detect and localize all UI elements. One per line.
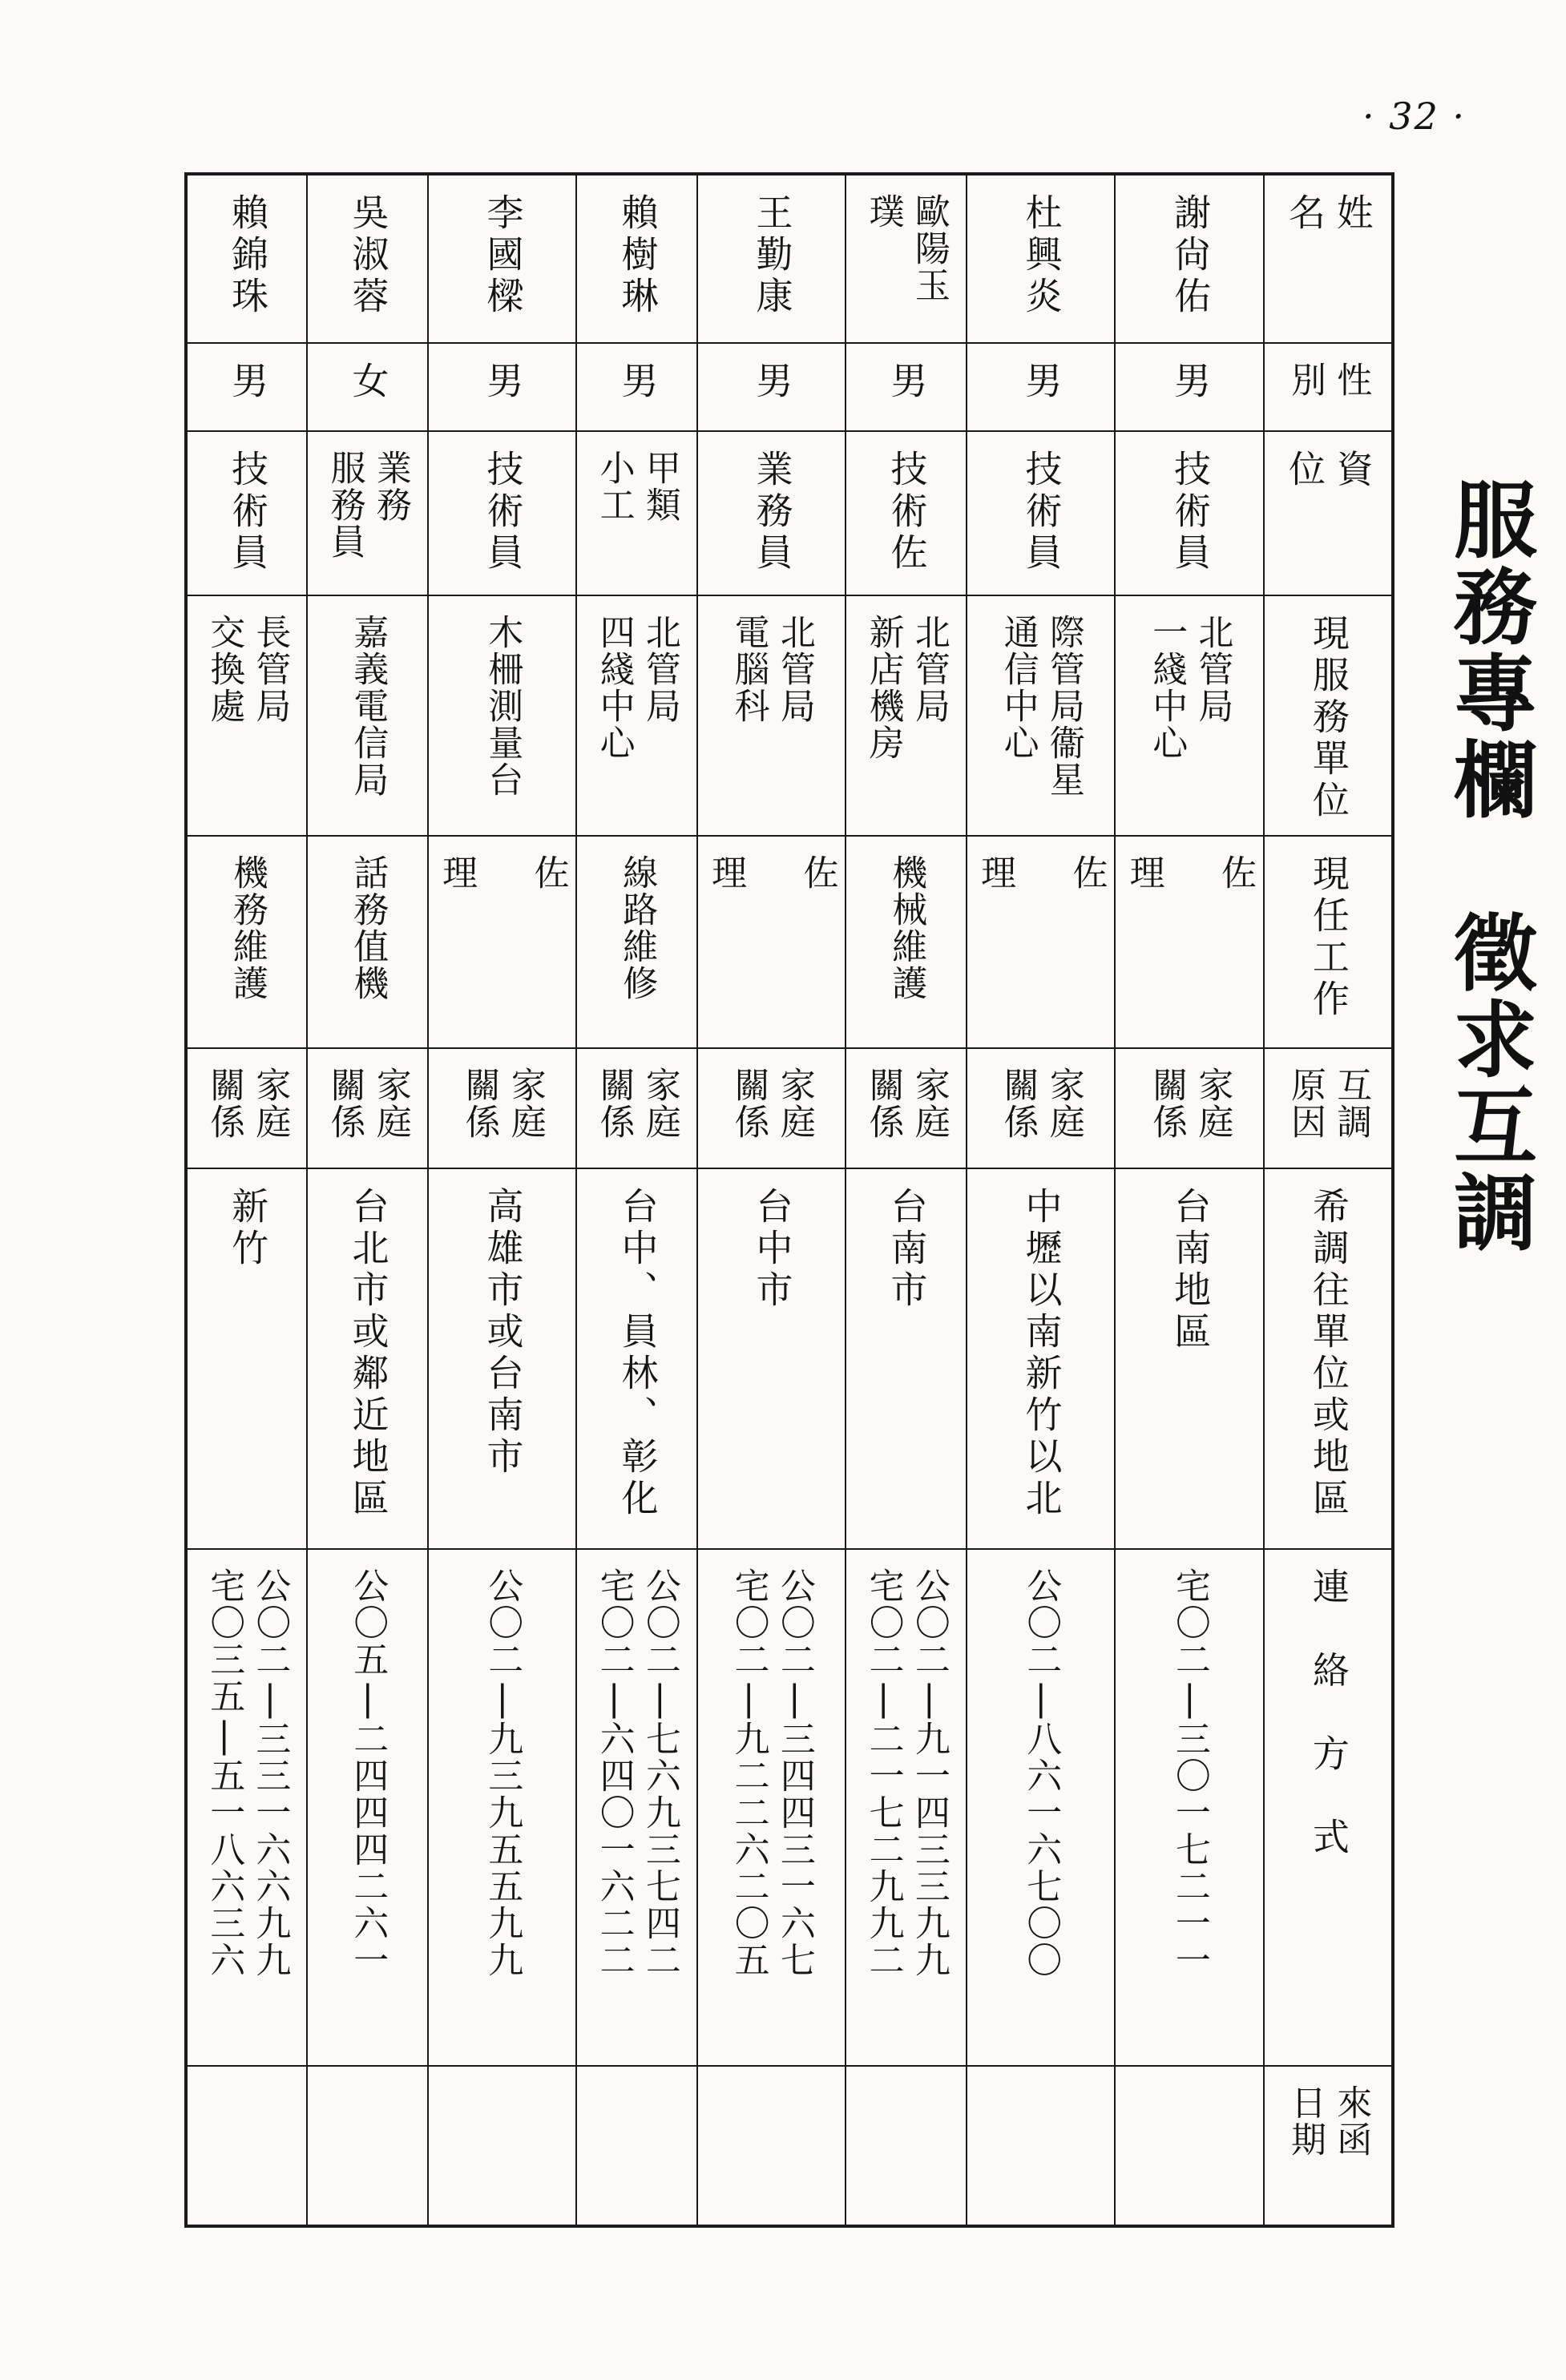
place-text: 台中、員林、彰化: [616, 1187, 660, 1520]
cell-contact: [967, 1550, 1115, 2067]
rank-text: 業務員: [750, 450, 794, 575]
contact-text: 公〇五|二四四四二六一: [347, 1567, 389, 1979]
cell-rank: [1116, 432, 1263, 596]
name-text: 杜興炎: [1019, 193, 1064, 318]
table-row: [1114, 175, 1263, 2225]
cell-rank: [577, 432, 696, 596]
cell-rank: [698, 432, 846, 596]
cell-name: [1116, 175, 1263, 344]
cell-job: [308, 837, 426, 1049]
table-header-column: [1263, 175, 1391, 2225]
cell-unit: [1116, 596, 1263, 837]
job-text: 機械維護: [886, 854, 927, 1002]
cell-unit: [967, 596, 1115, 837]
cell-unit: [308, 596, 426, 837]
header-contact-text: 連 絡 方 式: [1306, 1567, 1350, 1859]
cell-place: [846, 1169, 965, 1550]
header-reason: [1265, 1049, 1391, 1169]
cell-reason: [846, 1049, 965, 1169]
reason-text: 家庭 關係: [458, 1067, 546, 1140]
cell-rank: [846, 432, 965, 596]
contact-text: 公〇二|九三九五五九九: [482, 1567, 523, 1979]
cell-job: [846, 837, 965, 1049]
cell-place: [188, 1169, 306, 1550]
cell-place: [577, 1169, 696, 1550]
cell-job: [577, 837, 696, 1049]
header-date-text: 來函 日期: [1285, 2084, 1372, 2158]
cell-job: [1116, 837, 1263, 1049]
header-job: [1265, 837, 1391, 1049]
cell-contact: [846, 1550, 965, 2067]
cell-name: [308, 175, 426, 344]
unit-text: 際管局衞星 通信中心: [997, 614, 1084, 798]
gender-text: 男: [1019, 361, 1064, 403]
page-title: 服務專欄 徵求互調: [1439, 477, 1537, 1256]
cell-date: [188, 2067, 306, 2225]
name-text: 賴錦珠: [226, 193, 270, 318]
cell-job: [188, 837, 306, 1049]
header-job-text: 現任工作: [1306, 854, 1350, 1021]
gender-text: 男: [616, 361, 660, 403]
cell-date: [967, 2067, 1115, 2225]
place-text: 台南市: [885, 1187, 929, 1312]
cell-reason: [698, 1049, 846, 1169]
contact-text: 宅〇二|三〇一七二一一: [1168, 1567, 1210, 1979]
cell-contact: [308, 1550, 426, 2067]
table-row: [966, 175, 1115, 2225]
unit-text: 木柵測量台: [482, 614, 523, 798]
cell-place: [429, 1169, 576, 1550]
cell-place: [1116, 1169, 1263, 1550]
cell-date: [308, 2067, 426, 2225]
header-place-text: 希調往單位或地區: [1306, 1187, 1350, 1520]
header-gender: [1265, 344, 1391, 432]
cell-gender: [308, 344, 426, 432]
unit-text: 嘉義電信局: [347, 614, 389, 798]
gender-text: 男: [750, 361, 794, 403]
table-row: [845, 175, 965, 2225]
cell-name: [846, 175, 965, 344]
cell-job: [967, 837, 1115, 1049]
contact-text: 公〇二|八六一六七〇〇: [1020, 1567, 1062, 1979]
place-text: 中壢以南新竹以北: [1019, 1187, 1064, 1520]
table-row: [427, 175, 576, 2225]
cell-name: [967, 175, 1115, 344]
cell-gender: [846, 344, 965, 432]
reason-text: 家庭 關係: [997, 1067, 1084, 1140]
rank-text: 技術佐: [885, 450, 929, 575]
unit-text: 北管局 四綫中心: [593, 614, 680, 761]
rank-text: 甲類 小工: [593, 450, 680, 523]
exchange-table: [184, 172, 1394, 2228]
header-rank-text: 資 位: [1283, 450, 1374, 491]
cell-name: [577, 175, 696, 344]
job-text: 話務值機: [347, 854, 389, 1002]
unit-text: 北管局 一綫中心: [1146, 614, 1233, 761]
job-text: 線路維修: [616, 854, 658, 1002]
table-row: [306, 175, 426, 2225]
cell-date: [429, 2067, 576, 2225]
cell-date: [1116, 2067, 1263, 2225]
cell-rank: [188, 432, 306, 596]
place-text: 高雄市或台南市: [481, 1187, 525, 1478]
reason-text: 家庭 關係: [204, 1067, 291, 1140]
gender-text: 男: [481, 361, 525, 403]
rank-text: 技術員: [1168, 450, 1213, 575]
reason-text: 家庭 關係: [862, 1067, 950, 1140]
header-contact: [1265, 1550, 1391, 2067]
cell-gender: [429, 344, 576, 432]
cell-gender: [188, 344, 306, 432]
name-text: 吳淑蓉: [346, 193, 390, 318]
cell-contact: [698, 1550, 846, 2067]
cell-contact: [188, 1550, 306, 2067]
contact-text: 公〇二|九一四三三九九 宅〇二|二一七二九九二: [862, 1567, 950, 1979]
unit-text: 北管局 電腦科: [728, 614, 815, 724]
cell-reason: [188, 1049, 306, 1169]
contact-text: 公〇二|三三一六六九九 宅〇三五|五一八六三六: [204, 1567, 291, 1979]
cell-contact: [1116, 1550, 1263, 2067]
cell-reason: [967, 1049, 1115, 1169]
cell-job: [429, 837, 576, 1049]
cell-unit: [846, 596, 965, 837]
header-reason-text: 互調 原因: [1285, 1067, 1372, 1140]
unit-text: 長管局 交換處: [204, 614, 291, 724]
cell-rank: [967, 432, 1115, 596]
place-text: 新竹: [226, 1187, 270, 1270]
reason-text: 家庭 關係: [324, 1067, 411, 1140]
rank-text: 技術員: [1019, 450, 1064, 575]
unit-text: 北管局 新店機房: [862, 614, 950, 761]
job-text: 佐 理: [705, 854, 838, 891]
header-rank: [1265, 432, 1391, 596]
cell-name: [188, 175, 306, 344]
cell-unit: [698, 596, 846, 837]
cell-reason: [1116, 1049, 1263, 1169]
header-name: [1265, 175, 1391, 344]
table-row: [188, 175, 306, 2225]
name-text: 王勤康: [750, 193, 794, 318]
name-text: 李國樑: [481, 193, 525, 318]
cell-unit: [188, 596, 306, 837]
cell-place: [967, 1169, 1115, 1550]
cell-contact: [429, 1550, 576, 2067]
header-name-text: 姓 名: [1283, 193, 1374, 235]
header-gender-text: 性 別: [1285, 361, 1372, 398]
cell-rank: [308, 432, 426, 596]
place-text: 台北市或鄰近地區: [346, 1187, 390, 1520]
header-date: [1265, 2067, 1391, 2225]
cell-place: [308, 1169, 426, 1550]
reason-text: 家庭 關係: [593, 1067, 680, 1140]
cell-gender: [698, 344, 846, 432]
contact-text: 公〇二|三四四三一六七 宅〇二|九二二六二〇五: [728, 1567, 815, 1979]
gender-text: 女: [346, 361, 390, 403]
job-text: 佐 理: [436, 854, 569, 891]
job-text: 佐 理: [975, 854, 1108, 891]
cell-reason: [308, 1049, 426, 1169]
cell-job: [698, 837, 846, 1049]
contact-text: 公〇二|七六九三七四二 宅〇二|六四〇一六二二: [593, 1567, 680, 1979]
name-text: 賴樹琳: [616, 193, 660, 318]
header-place: [1265, 1169, 1391, 1550]
table-row: [575, 175, 696, 2225]
cell-place: [698, 1169, 846, 1550]
cell-reason: [577, 1049, 696, 1169]
reason-text: 家庭 關係: [728, 1067, 815, 1140]
place-text: 台中市: [750, 1187, 794, 1312]
reason-text: 家庭 關係: [1146, 1067, 1233, 1140]
name-text: 歐陽玉璞: [862, 193, 950, 304]
cell-rank: [429, 432, 576, 596]
cell-date: [846, 2067, 965, 2225]
page-number: · 32 ·: [1362, 95, 1467, 138]
header-unit: [1265, 596, 1391, 837]
cell-reason: [429, 1049, 576, 1169]
job-text: 佐 理: [1123, 854, 1256, 891]
rank-text: 技術員: [226, 450, 270, 575]
job-text: 機務維護: [226, 854, 268, 1002]
cell-date: [577, 2067, 696, 2225]
cell-unit: [429, 596, 576, 837]
cell-name: [429, 175, 576, 344]
place-text: 台南地區: [1168, 1187, 1213, 1353]
cell-contact: [577, 1550, 696, 2067]
cell-date: [698, 2067, 846, 2225]
gender-text: 男: [885, 361, 929, 403]
table-row: [696, 175, 846, 2225]
gender-text: 男: [1168, 361, 1213, 403]
gender-text: 男: [226, 361, 270, 403]
rank-text: 技術員: [481, 450, 525, 575]
cell-gender: [967, 344, 1115, 432]
cell-gender: [1116, 344, 1263, 432]
cell-gender: [577, 344, 696, 432]
name-text: 謝尙佑: [1168, 193, 1213, 318]
rank-text: 業務 服務員: [324, 450, 411, 560]
cell-unit: [577, 596, 696, 837]
header-unit-text: 現服務單位: [1306, 614, 1350, 822]
cell-name: [698, 175, 846, 344]
